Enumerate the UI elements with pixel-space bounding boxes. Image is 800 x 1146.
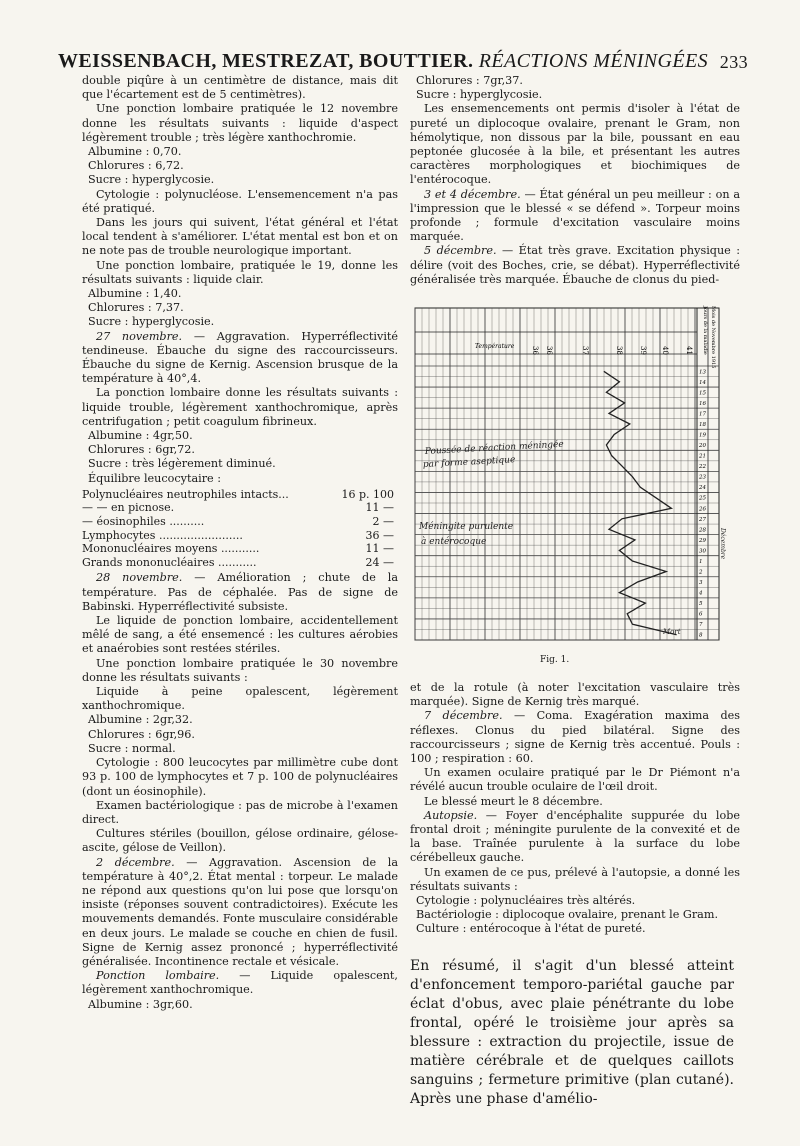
temperature-chart-figure [405, 302, 726, 654]
date-label: 15 [699, 390, 706, 397]
paragraph: Cultures stériles (bouillon, gélose ordinaire, gélose-ascite, gélose de Veillon). [82, 827, 398, 855]
lab-line: Albumine : 3gr,60. [88, 997, 193, 1011]
header-authors: WEISSENBACH, MESTREZAT, BOUTTIER. [58, 50, 474, 72]
paragraph: Un examen oculaire pratiqué par le Dr Piémont n'a révélé aucun trouble oculaire de l'œil droit. [410, 766, 740, 794]
lab-line: Albumine : 4gr,50. [88, 429, 193, 443]
lab-line: Chlorures : 7,37. [88, 301, 184, 315]
table-row [82, 529, 398, 543]
date-label: 26 [699, 506, 706, 513]
lab-line: Sucre : hyperglycosie. [88, 173, 215, 187]
date-label: 28 [699, 527, 706, 534]
lab-line: Albumine : 2gr,32. [88, 713, 193, 727]
date-label: 2 décembre. [96, 855, 175, 869]
lab-line: Albumine : 0,70. [88, 145, 182, 159]
paragraph: Cytologie : 800 leucocytes par millimètre cube dont 93 p. 100 de lymphocytes et 7 p. 100 de polynucléaires (dont un éosinophile). [82, 756, 398, 798]
paragraph: double piqûre à un centimètre de distance, mais dit que l'écartement est de 5 centimètres). [82, 74, 398, 102]
header-title: RÉACTIONS MÉNINGÉES [478, 50, 709, 72]
left-column [82, 74, 398, 1012]
paragraph-text: — État général un peu meilleur : on a l'impression que le blessé « se défend ». Torpeur moins profonde ; formule d'excitation vasculaire moins marquée. [410, 187, 740, 244]
cell-label: — — en picnose. [82, 501, 175, 515]
cell-value: 2 — [372, 515, 394, 529]
table-row [82, 501, 398, 515]
cell-label: Polynucléaires neutrophiles intacts... [82, 487, 289, 501]
date-label: 19 [699, 432, 706, 439]
date-label: 2 [699, 569, 703, 576]
paragraph: Liquide à peine opalescent, légèrement xanthochromique. [82, 685, 398, 713]
temp-tick: 41 [685, 346, 693, 355]
cell-value: 36 — [365, 528, 394, 542]
temp-tick: 38 [615, 346, 623, 355]
date-label: 6 [699, 611, 703, 618]
lab-line: Chlorures : 6gr,72. [88, 443, 195, 457]
paragraph-text: — Coma. Exagération maxima des réflexes. Clonus du pied bilatéral. Signe des raccourcisseurs ; signe de Kernig très accentué. Pouls : 100 ; respiration : 60. [410, 709, 740, 766]
paragraph: et de la rotule (à noter l'excitation vasculaire très marquée). Signe de Kernig très marqué. [410, 681, 740, 709]
date-label: 1 [699, 558, 703, 565]
page-header [58, 50, 748, 73]
paragraph: Un examen de ce pus, prélevé à l'autopsie, a donné les résultats suivants : [410, 865, 740, 893]
date-label: 24 [699, 485, 706, 492]
date-label: 3 [699, 580, 703, 587]
date-label: 18 [699, 421, 706, 428]
lab-line: Sucre : normal. [88, 741, 176, 755]
date-label: 21 [699, 453, 706, 460]
paragraph [410, 244, 740, 287]
days-label: Jours de la maladie [702, 306, 708, 355]
date-label: 27 novembre. [96, 329, 183, 343]
paragraph: Une ponction lombaire pratiquée le 30 novembre donne les résultats suivants : [82, 656, 398, 684]
table-row [82, 542, 398, 556]
paragraph: Le liquide de ponction lombaire, accidentellement mêlé de sang, a été ensemencé : les cultures aérobies et anaérobies sont restées stériles. [82, 614, 398, 656]
temp-tick: 36 [545, 346, 553, 355]
date-label: 7 [699, 622, 703, 629]
date-label: Ponction lombaire. [96, 969, 220, 983]
leucocyte-table [82, 488, 398, 570]
paragraph-text: — Liquide opalescent, légèrement xanthochromique. [82, 969, 398, 997]
lab-line: Chlorures : 7gr,37. [416, 74, 523, 87]
lab-line: Culture : entérocoque à l'état de pureté. [416, 922, 646, 936]
paragraph-text: — Aggravation. Hyperréflectivité tendineuse. Ébauche du signe des raccourcisseurs. Ébauche du signe de Kernig. Ascension brusque de la température à 40°,4. [82, 329, 399, 386]
paragraph [410, 188, 740, 245]
cell-value: 24 — [365, 555, 394, 569]
cell-value: 11 — [365, 501, 394, 515]
table-row [82, 515, 398, 529]
temperature-axis-label: Température [475, 343, 515, 350]
date-label: 17 [699, 411, 706, 418]
month-label: Mois de Novembre 1915 [710, 306, 716, 369]
paragraph [82, 856, 398, 970]
date-label: 16 [699, 400, 706, 407]
paragraph: Une ponction lombaire, pratiquée le 19, donne les résultats suivants : liquide clair. [82, 258, 398, 286]
paragraph-text: — Amélioration ; chute de la température. Pas de céphalée. Pas de signe de Babinski. Hyperréflectivité subsiste. [82, 571, 398, 613]
annotation-4: à entérocoque [421, 537, 487, 547]
lab-line: Albumine : 1,40. [88, 287, 182, 301]
date-label: 23 [699, 474, 706, 481]
lab-line: Chlorures : 6,72. [88, 159, 184, 173]
annotation-2: par forme aseptique [422, 455, 516, 470]
annotation-1: Poussée de réaction méningée [424, 439, 564, 457]
annotation-decembre: Décembre [719, 528, 726, 560]
date-label: 5 décembre. [424, 244, 497, 258]
date-label: 20 [699, 443, 706, 450]
paragraph: La ponction lombaire donne les résultats suivants : liquide trouble, légèrement xanthochromique, après centrifugation ; petit coagulum fibrineux. [82, 386, 398, 428]
figure-background [405, 302, 723, 654]
paragraph: Examen bactériologique : pas de microbe à l'examen direct. [82, 798, 398, 826]
temp-tick: 39 [639, 346, 647, 355]
paragraph-text: — Foyer d'encéphalite suppurée du lobe frontal droit ; méningite purulente de la convexité et de la base. Traînée purulente à la surface du lobe cérébelleux gauche. [410, 808, 740, 865]
date-label: 8 [699, 632, 703, 639]
date-label: 29 [699, 537, 706, 544]
paragraph: Le blessé meurt le 8 décembre. [424, 794, 603, 808]
lab-line: Sucre : hyperglycosie. [416, 88, 543, 102]
cell-value: 16 p. 100 [341, 487, 394, 501]
paragraph: Les ensemencements ont permis d'isoler à l'état de pureté un diplocoque ovalaire, prenant le Gram, non hémolytique, non dissous par la bile, poussant en eau peptonée glucosée à la bile, et présentant les autres caractères morphologiques et biochimiques de l'entérocoque. [410, 102, 740, 187]
table-row [82, 488, 398, 502]
paragraph: Dans les jours qui suivent, l'état général et l'état local tendent à s'améliorer. L'état mental est bon et on ne note pas de trouble neurologique important. [82, 216, 398, 258]
lab-line: Bactériologie : diplocoque ovalaire, prenant le Gram. [416, 908, 719, 922]
page-number: 233 [719, 52, 748, 72]
paragraph [410, 709, 740, 766]
annotation-3: Méningite purulente [419, 522, 514, 532]
paragraph-text: — État très grave. Excitation physique : délire (voit des Boches, crie, se débat). Hyperréflectivité généralisée très marquée. Ébauche de clonus du pied- [410, 244, 741, 286]
lab-line: Sucre : hyperglycosie. [88, 315, 215, 329]
figure-caption: Fig. 1. [540, 655, 570, 665]
lab-line: Équilibre leucocytaire : [88, 471, 221, 485]
lab-line: Cytologie : polynucléaires très altérés. [416, 894, 636, 908]
cell-label: Grands mononucléaires ........... [82, 555, 257, 569]
cell-label: Lymphocytes ........................ [82, 528, 243, 542]
paragraph [82, 969, 398, 997]
temp-tick: 37 [581, 346, 589, 355]
date-label: 5 [699, 601, 703, 608]
right-column-bottom [410, 681, 740, 937]
date-label: 13 [699, 369, 706, 376]
date-label: 30 [699, 548, 706, 555]
date-label: 25 [699, 495, 706, 502]
paragraph [410, 809, 740, 866]
annotation-mort: Mort [663, 628, 681, 636]
cell-value: 11 — [365, 542, 394, 556]
paragraph [82, 571, 398, 614]
right-column-top [410, 74, 740, 287]
date-label: 14 [699, 379, 706, 386]
paragraph [82, 330, 398, 387]
cell-label: — éosinophiles .......... [82, 515, 205, 529]
table-row [82, 556, 398, 570]
date-label: 3 et 4 décembre. [424, 187, 521, 201]
paragraph: Cytologie : polynucléose. L'ensemencement n'a pas été pratiqué. [82, 187, 398, 215]
date-label: 7 décembre. [424, 709, 503, 723]
date-label: 28 novembre. [96, 571, 183, 585]
temp-tick: 36 [531, 346, 539, 355]
cell-label: Mononucléaires moyens ........... [82, 542, 260, 556]
date-label: 27 [699, 516, 706, 523]
lab-line: Sucre : très légèrement diminué. [88, 457, 276, 471]
date-label: 22 [699, 464, 706, 471]
temp-tick: 40 [661, 346, 669, 355]
paragraph: Une ponction lombaire pratiquée le 12 novembre donne les résultats suivants : liquide d'aspect légèrement trouble ; très légère xanthochromie. [82, 102, 398, 144]
lab-line: Chlorures : 6gr,96. [88, 727, 195, 741]
paragraph-text: — Aggravation. Ascension de la température à 40°,2. État mental : torpeur. Le malade ne répond aux questions qu'on lui pose que lorsqu'on insiste (réponses souvent contradictoires). Exécute les mouvements demandés. Fonte musculaire considérable en deux jours. Le malade se couche en chien de fusil. Signe de Kernig assez prononcé ; hyperréflectivité généralisée. Incontinence rectale et vésicale. [82, 855, 398, 968]
summary-paragraph: En résumé, il s'agit d'un blessé atteint d'enfoncement temporo-pariétal gauche par éclat d'obus, avec plaie pénétrante du lobe frontal, opéré le troisième jour après sa blessure : extraction du projectile, issue de matière cérébrale et de quelques caillots sanguins ; fermeture primitive (plan cutané). Après une phase d'amélio- [410, 958, 734, 1107]
date-label: Autopsie. [424, 808, 478, 822]
date-label: 4 [699, 590, 703, 597]
